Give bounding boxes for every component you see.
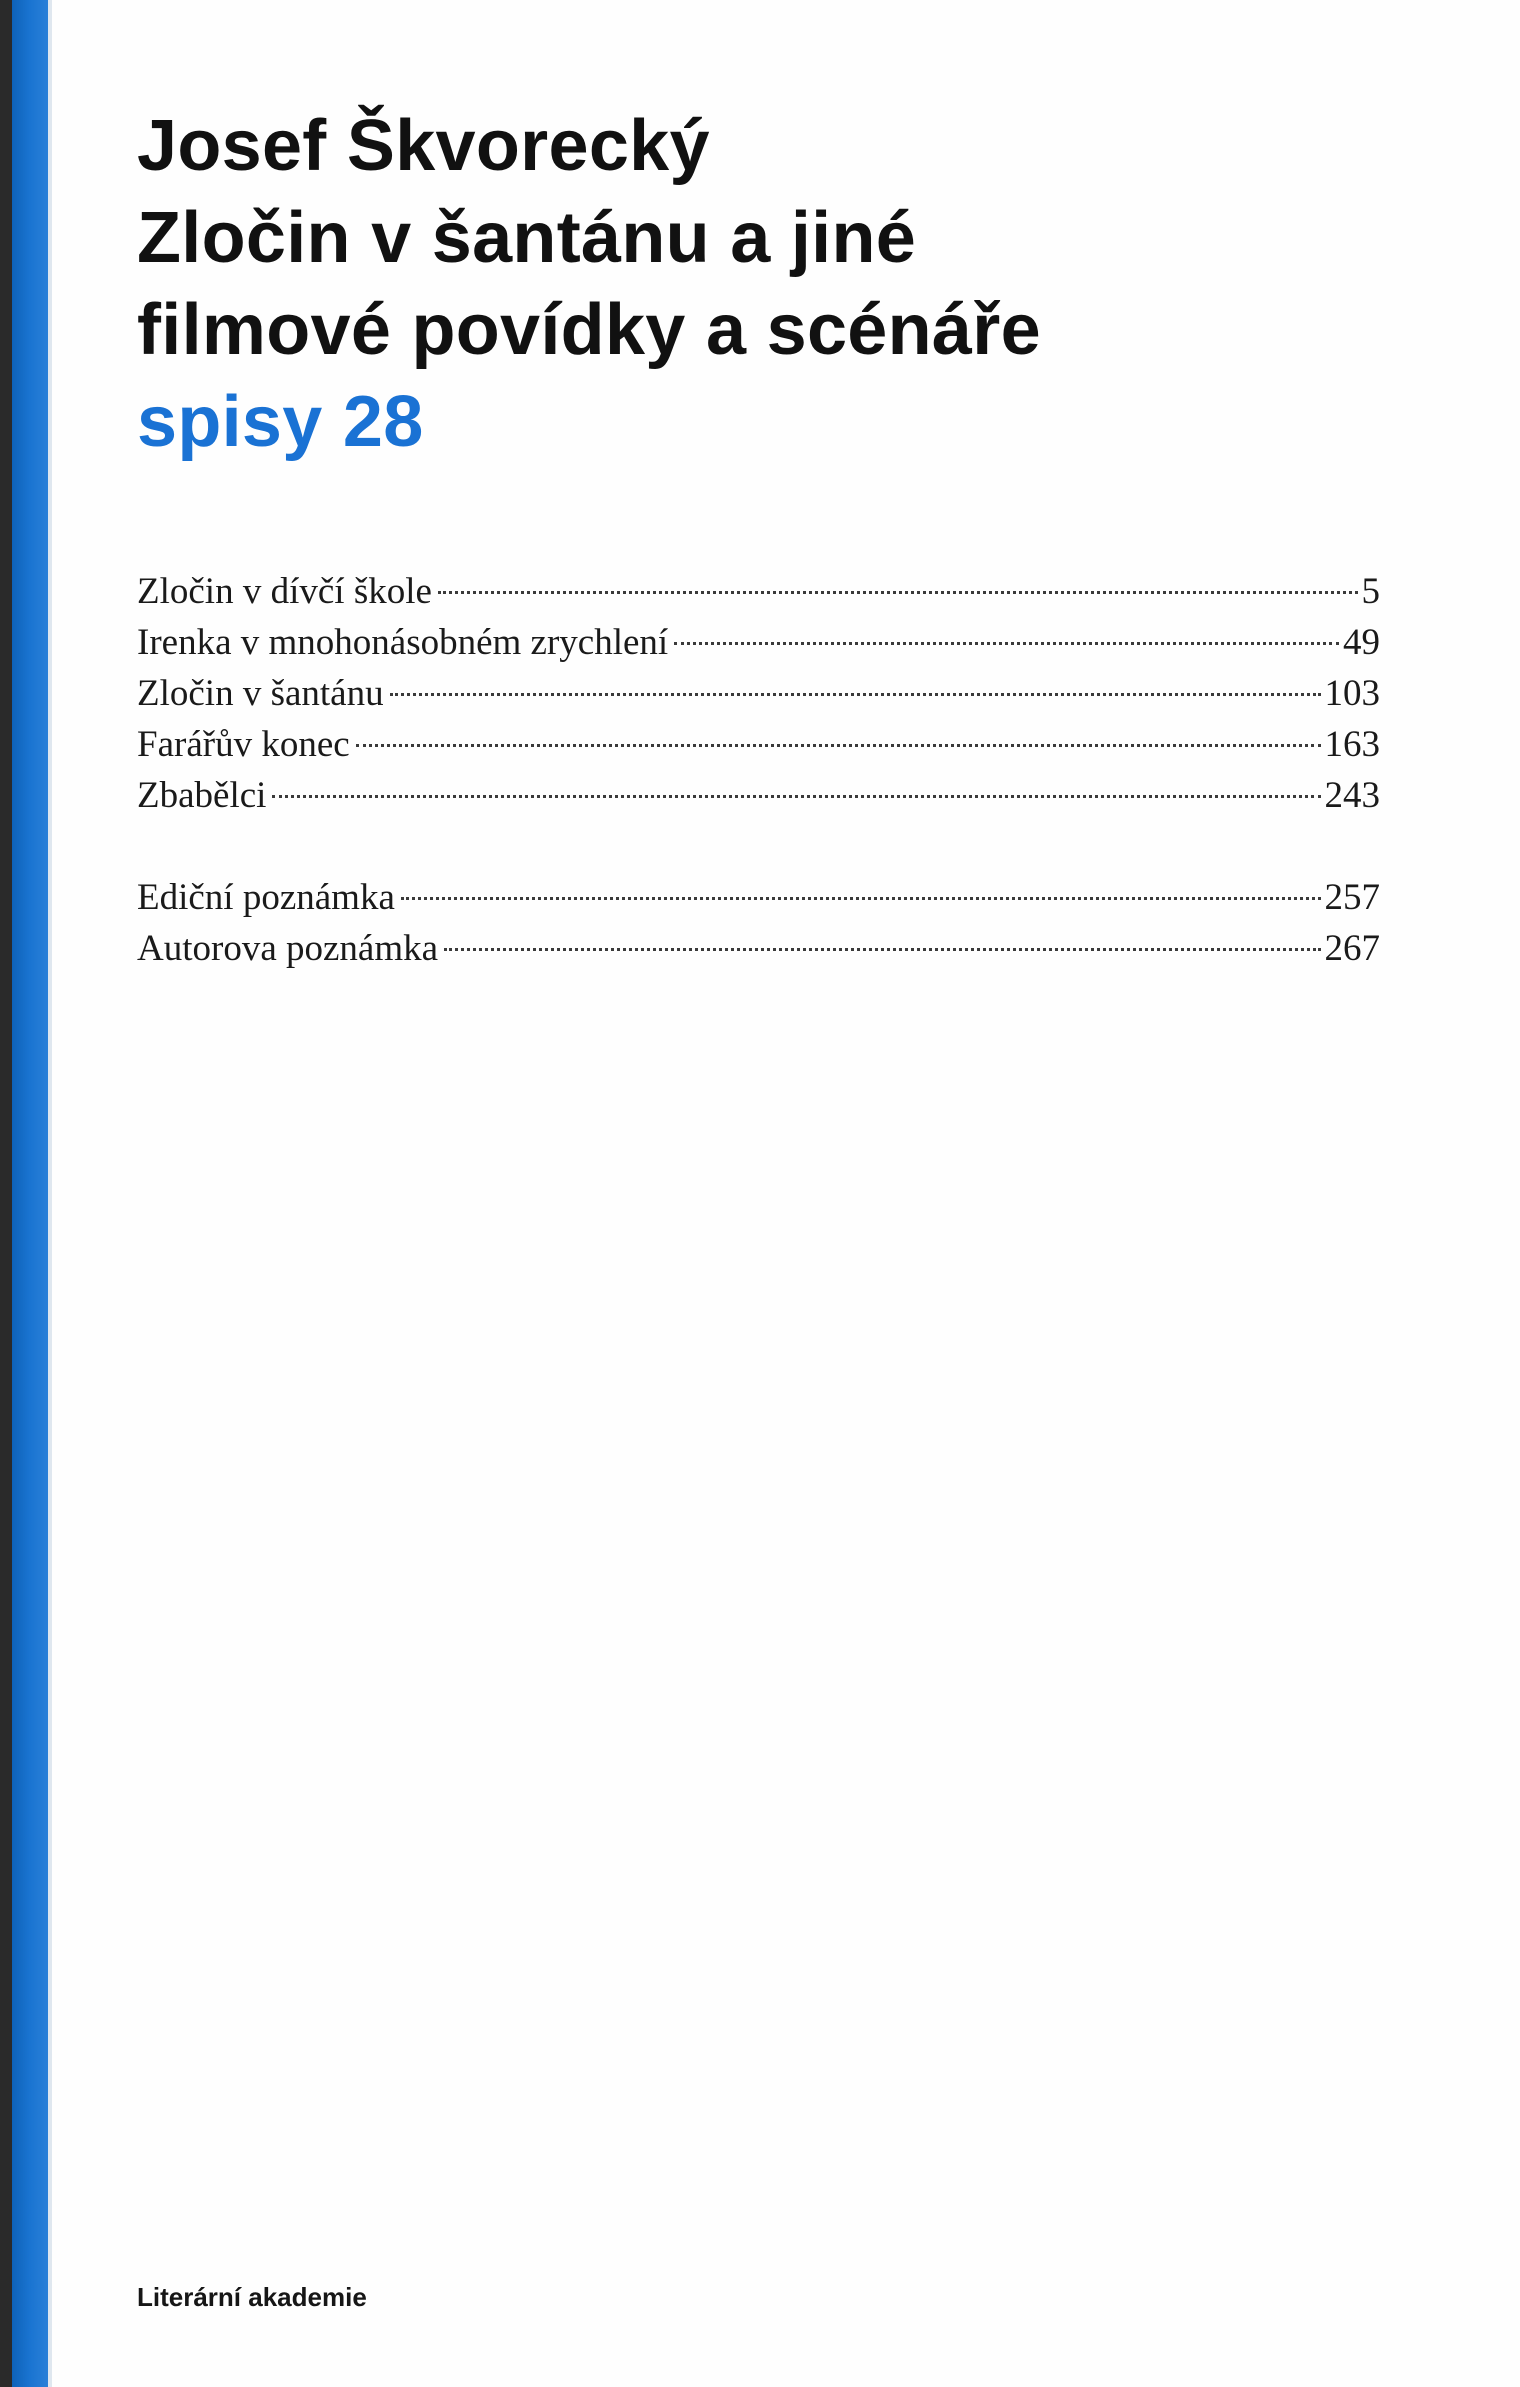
toc-entry xyxy=(137,923,1380,974)
toc-entry-page: 103 xyxy=(1324,673,1380,714)
title-line-2: filmové povídky a scénáře xyxy=(137,290,1041,370)
toc-entry-title: Ediční poznámka xyxy=(137,877,395,918)
toc-entry xyxy=(137,770,1380,821)
toc-entry xyxy=(137,617,1380,668)
cover-edge xyxy=(0,0,12,2387)
toc-entry-title: Irenka v mnohonásobném zrychlení xyxy=(137,622,669,663)
toc-entry-page: 267 xyxy=(1324,928,1380,969)
toc-entry-page: 243 xyxy=(1324,775,1380,816)
toc-entry-page: 257 xyxy=(1324,877,1380,918)
toc-main-group xyxy=(137,566,1380,821)
toc-leader-dots xyxy=(444,948,1320,951)
toc-entry xyxy=(137,566,1380,617)
toc-leader-dots xyxy=(356,744,1321,747)
toc-entry xyxy=(137,719,1380,770)
blue-spine-band xyxy=(12,0,48,2387)
toc-leader-dots xyxy=(401,897,1321,900)
toc-leader-dots xyxy=(390,693,1321,696)
toc-entry-title: Zločin v dívčí škole xyxy=(137,571,432,612)
toc-entry-page: 163 xyxy=(1324,724,1380,765)
toc-leader-dots xyxy=(272,795,1320,798)
title-line-1: Zločin v šantánu a jiné xyxy=(137,198,917,278)
book-header xyxy=(137,100,1041,468)
toc-entry xyxy=(137,872,1380,923)
author-name: Josef Škvorecký xyxy=(137,106,710,186)
toc-entry-title: Farářův konec xyxy=(137,724,350,765)
toc-entry-title: Autorova poznámka xyxy=(137,928,439,969)
toc-leader-dots xyxy=(674,642,1339,645)
table-of-contents xyxy=(137,566,1380,974)
toc-entry-title: Zbabělci xyxy=(137,775,267,816)
toc-entry-page: 5 xyxy=(1361,571,1380,612)
toc-entry xyxy=(137,668,1380,719)
page-edge xyxy=(48,0,52,2387)
toc-entry-page: 49 xyxy=(1343,622,1380,663)
toc-notes-group xyxy=(137,872,1380,974)
publisher-name: Literární akademie xyxy=(137,2282,367,2312)
toc-entry-title: Zločin v šantánu xyxy=(137,673,384,714)
series-label: spisy 28 xyxy=(137,382,424,462)
toc-leader-dots xyxy=(438,591,1358,594)
